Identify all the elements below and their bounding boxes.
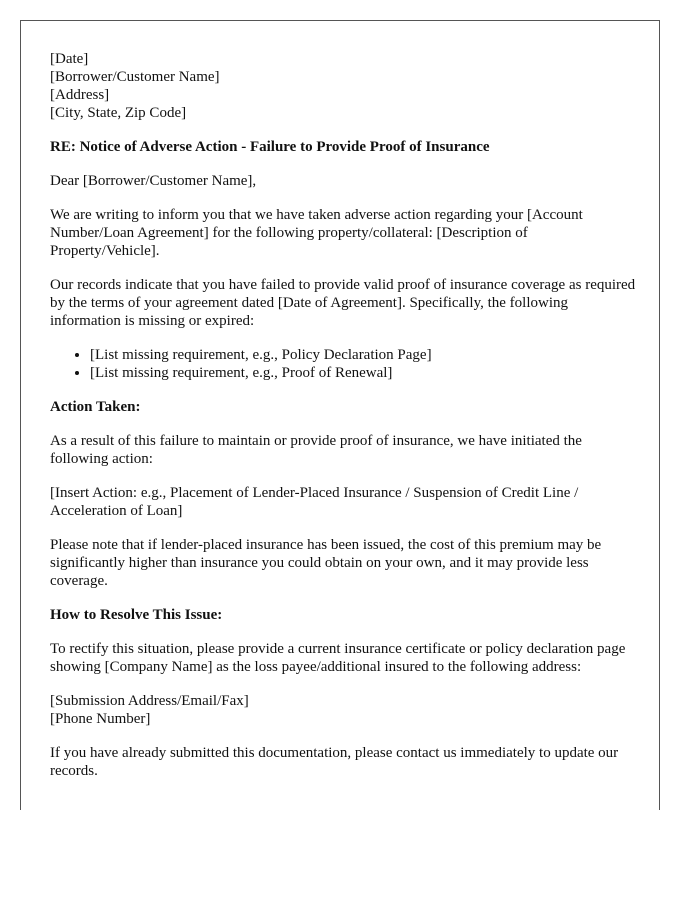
- letter-page: [20, 20, 660, 810]
- contact-block: [50, 692, 639, 728]
- resolve-heading: How to Resolve This Issue:: [50, 607, 223, 623]
- submission-address: [Submission Address/Email/Fax]: [50, 693, 249, 709]
- action-paragraph: As a result of this failure to maintain or provide proof of insurance, we have initiated the following action:: [50, 433, 582, 467]
- recipient-name: [Borrower/Customer Name]: [50, 69, 220, 85]
- subject-line: RE: Notice of Adverse Action - Failure to Provide Proof of Insurance: [50, 139, 490, 155]
- letter-body: [21, 21, 659, 780]
- resolve-paragraph: To rectify this situation, please provide a current insurance certificate or policy declaration page showing [Company Name] as the loss payee/additional insured to the following address:: [50, 641, 626, 675]
- intro-paragraph: We are writing to inform you that we have taken adverse action regarding your [Account Number/Loan Agreement] for the following property/collateral: [Description of Property/Vehicle].: [50, 207, 583, 259]
- records-paragraph: Our records indicate that you have failed to provide valid proof of insurance coverage as required by the terms of your agreement dated [Date of Agreement]. Specifically, the following information is missing or expired:: [50, 277, 636, 329]
- recipient-address: [Address]: [50, 87, 110, 103]
- premium-note-paragraph: Please note that if lender-placed insurance has been issued, the cost of this premium may be significantly higher than insurance you could obtain on your own, and it may provide less coverage.: [50, 537, 602, 589]
- list-item: • [List missing requirement, e.g., Policy Declaration Page]: [90, 346, 639, 364]
- action-insert-paragraph: [Insert Action: e.g., Placement of Lender-Placed Insurance / Suspension of Credit Line / Acceleration of Loan]: [50, 485, 579, 519]
- action-taken-heading: Action Taken:: [50, 399, 141, 415]
- closing-paragraph: If you have already submitted this documentation, please contact us immediately to update our records.: [50, 745, 619, 779]
- list-item: • [List missing requirement, e.g., Proof of Renewal]: [90, 364, 639, 382]
- recipient-address-block: [50, 50, 639, 122]
- missing-requirements-list: [50, 346, 639, 382]
- letter-date: [Date]: [50, 51, 89, 67]
- phone-number: [Phone Number]: [50, 711, 151, 727]
- salutation: Dear [Borrower/Customer Name],: [50, 173, 257, 189]
- recipient-city-state-zip: [City, State, Zip Code]: [50, 105, 187, 121]
